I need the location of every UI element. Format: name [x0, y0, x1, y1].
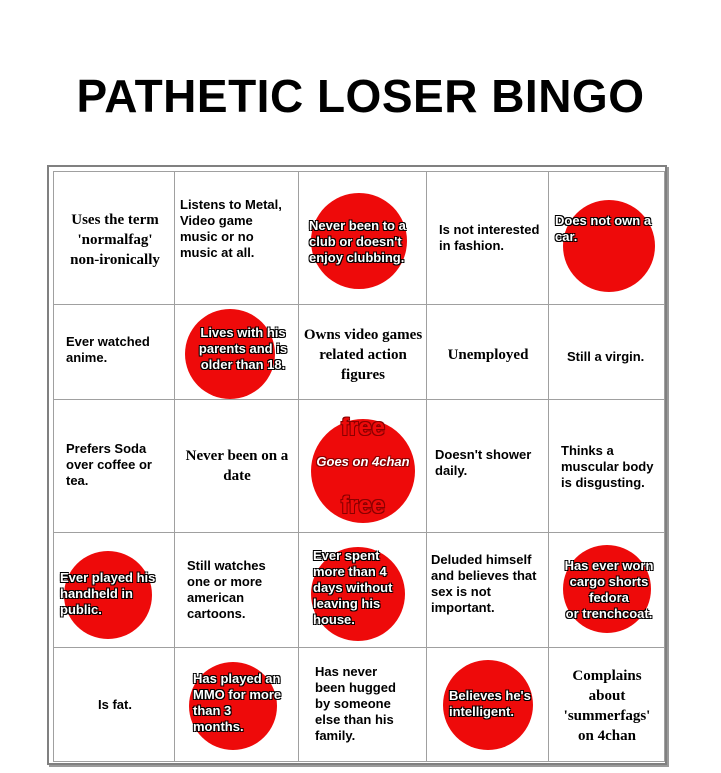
free-label-bottom: free: [340, 492, 386, 519]
cell-text: Uses the term 'normalfag' non-ironically: [70, 212, 160, 268]
bingo-cell[interactable]: [174, 171, 299, 305]
cell-text: Believes he's intelligent.: [449, 688, 531, 719]
cell-text: Has played an MMO for more than 3 months.: [193, 671, 282, 734]
bingo-cell-marked[interactable]: [298, 171, 427, 305]
bingo-cell[interactable]: [548, 304, 665, 400]
bingo-cell[interactable]: [53, 304, 175, 400]
bingo-cell[interactable]: [298, 647, 427, 762]
cell-text: Prefers Soda over coffee or tea.: [66, 441, 152, 488]
free-center-text: Goes on 4chan: [316, 454, 410, 469]
cell-text: Is not interested in fashion.: [439, 222, 540, 253]
bingo-cell-marked[interactable]: [548, 171, 665, 305]
bingo-cell-marked[interactable]: [298, 532, 427, 648]
bingo-cell-free[interactable]: [298, 399, 427, 533]
bingo-board: [47, 165, 667, 765]
bingo-cell-marked[interactable]: [426, 647, 549, 762]
bingo-cell[interactable]: [298, 304, 427, 400]
bingo-cell-marked[interactable]: [174, 304, 299, 400]
bingo-cell-marked[interactable]: [53, 532, 175, 648]
cell-text: Does not own a car.: [555, 213, 652, 244]
cell-text: Ever spent more than 4 days without leaving his house.: [313, 548, 393, 627]
bingo-cell[interactable]: [548, 647, 665, 762]
bingo-cell-marked[interactable]: [548, 532, 665, 648]
cell-text: Still a virgin.: [567, 349, 645, 364]
bingo-cell[interactable]: [426, 304, 549, 400]
cell-text: Still watches one or more american cartoons.: [187, 558, 266, 621]
cell-text: Unemployed: [447, 347, 529, 363]
bingo-cell[interactable]: [174, 399, 299, 533]
cell-text: Owns video games related action figures: [303, 327, 423, 383]
bingo-cell[interactable]: [53, 171, 175, 305]
bingo-cell[interactable]: [53, 399, 175, 533]
cell-text: Never been to a club or doesn't enjoy clubbing.: [309, 218, 406, 265]
bingo-cell-marked[interactable]: [174, 647, 299, 762]
page-title: PATHETIC LOSER BINGO: [76, 70, 645, 122]
bingo-cell[interactable]: [53, 647, 175, 762]
bingo-cell[interactable]: [548, 399, 665, 533]
cell-text: Doesn't shower daily.: [435, 447, 532, 478]
cell-text: Has ever worn cargo shorts fedora or trenchcoat.: [564, 558, 654, 621]
cell-text: Is fat.: [98, 697, 132, 712]
cell-text: Lives with his parents and is older than 18.: [198, 325, 288, 372]
cell-text: Thinks a muscular body is disgusting.: [561, 443, 654, 490]
cell-text: Has never been hugged by someone else than his family.: [315, 664, 396, 743]
cell-text: Ever played his handheld in public.: [60, 570, 156, 617]
cell-text: Never been on a date: [185, 448, 289, 484]
bingo-cell[interactable]: [174, 532, 299, 648]
cell-text: Deluded himself and believes that sex is not important.: [431, 552, 537, 615]
cell-text: Ever watched anime.: [66, 334, 150, 365]
bingo-cell[interactable]: [426, 171, 549, 305]
bingo-cell[interactable]: [426, 399, 549, 533]
free-label-top: free: [340, 414, 386, 441]
cell-text: Complains about 'summerfags' on 4chan: [563, 668, 651, 744]
cell-text: Listens to Metal, Video game music or no music at all.: [180, 197, 282, 260]
bingo-cell[interactable]: [426, 532, 549, 648]
